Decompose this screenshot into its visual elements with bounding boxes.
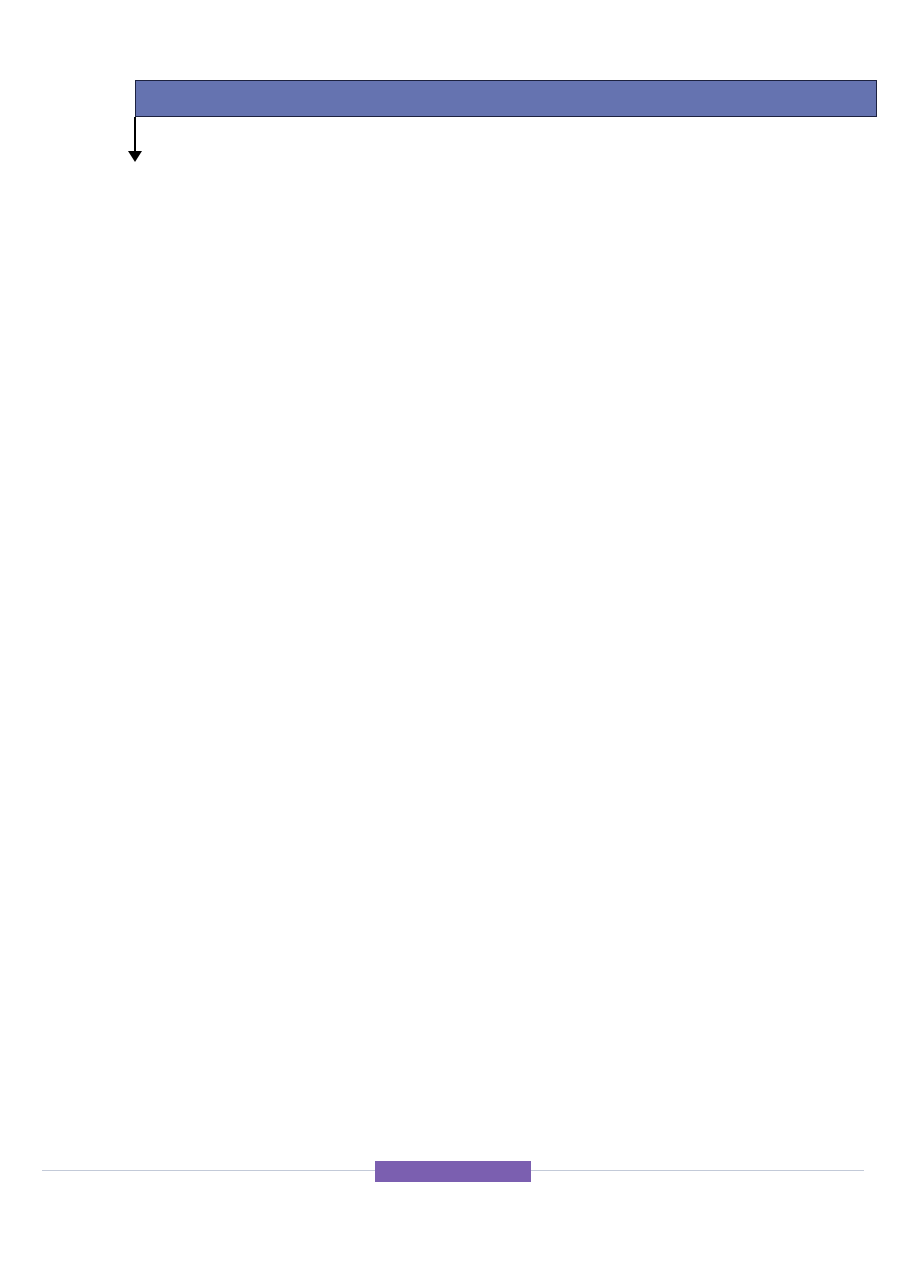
header-arrow-line — [134, 117, 136, 151]
page-number — [375, 1161, 531, 1182]
header-bar — [135, 80, 877, 117]
arrow-down-icon — [128, 151, 142, 162]
baidu-watermark — [645, 1142, 865, 1242]
